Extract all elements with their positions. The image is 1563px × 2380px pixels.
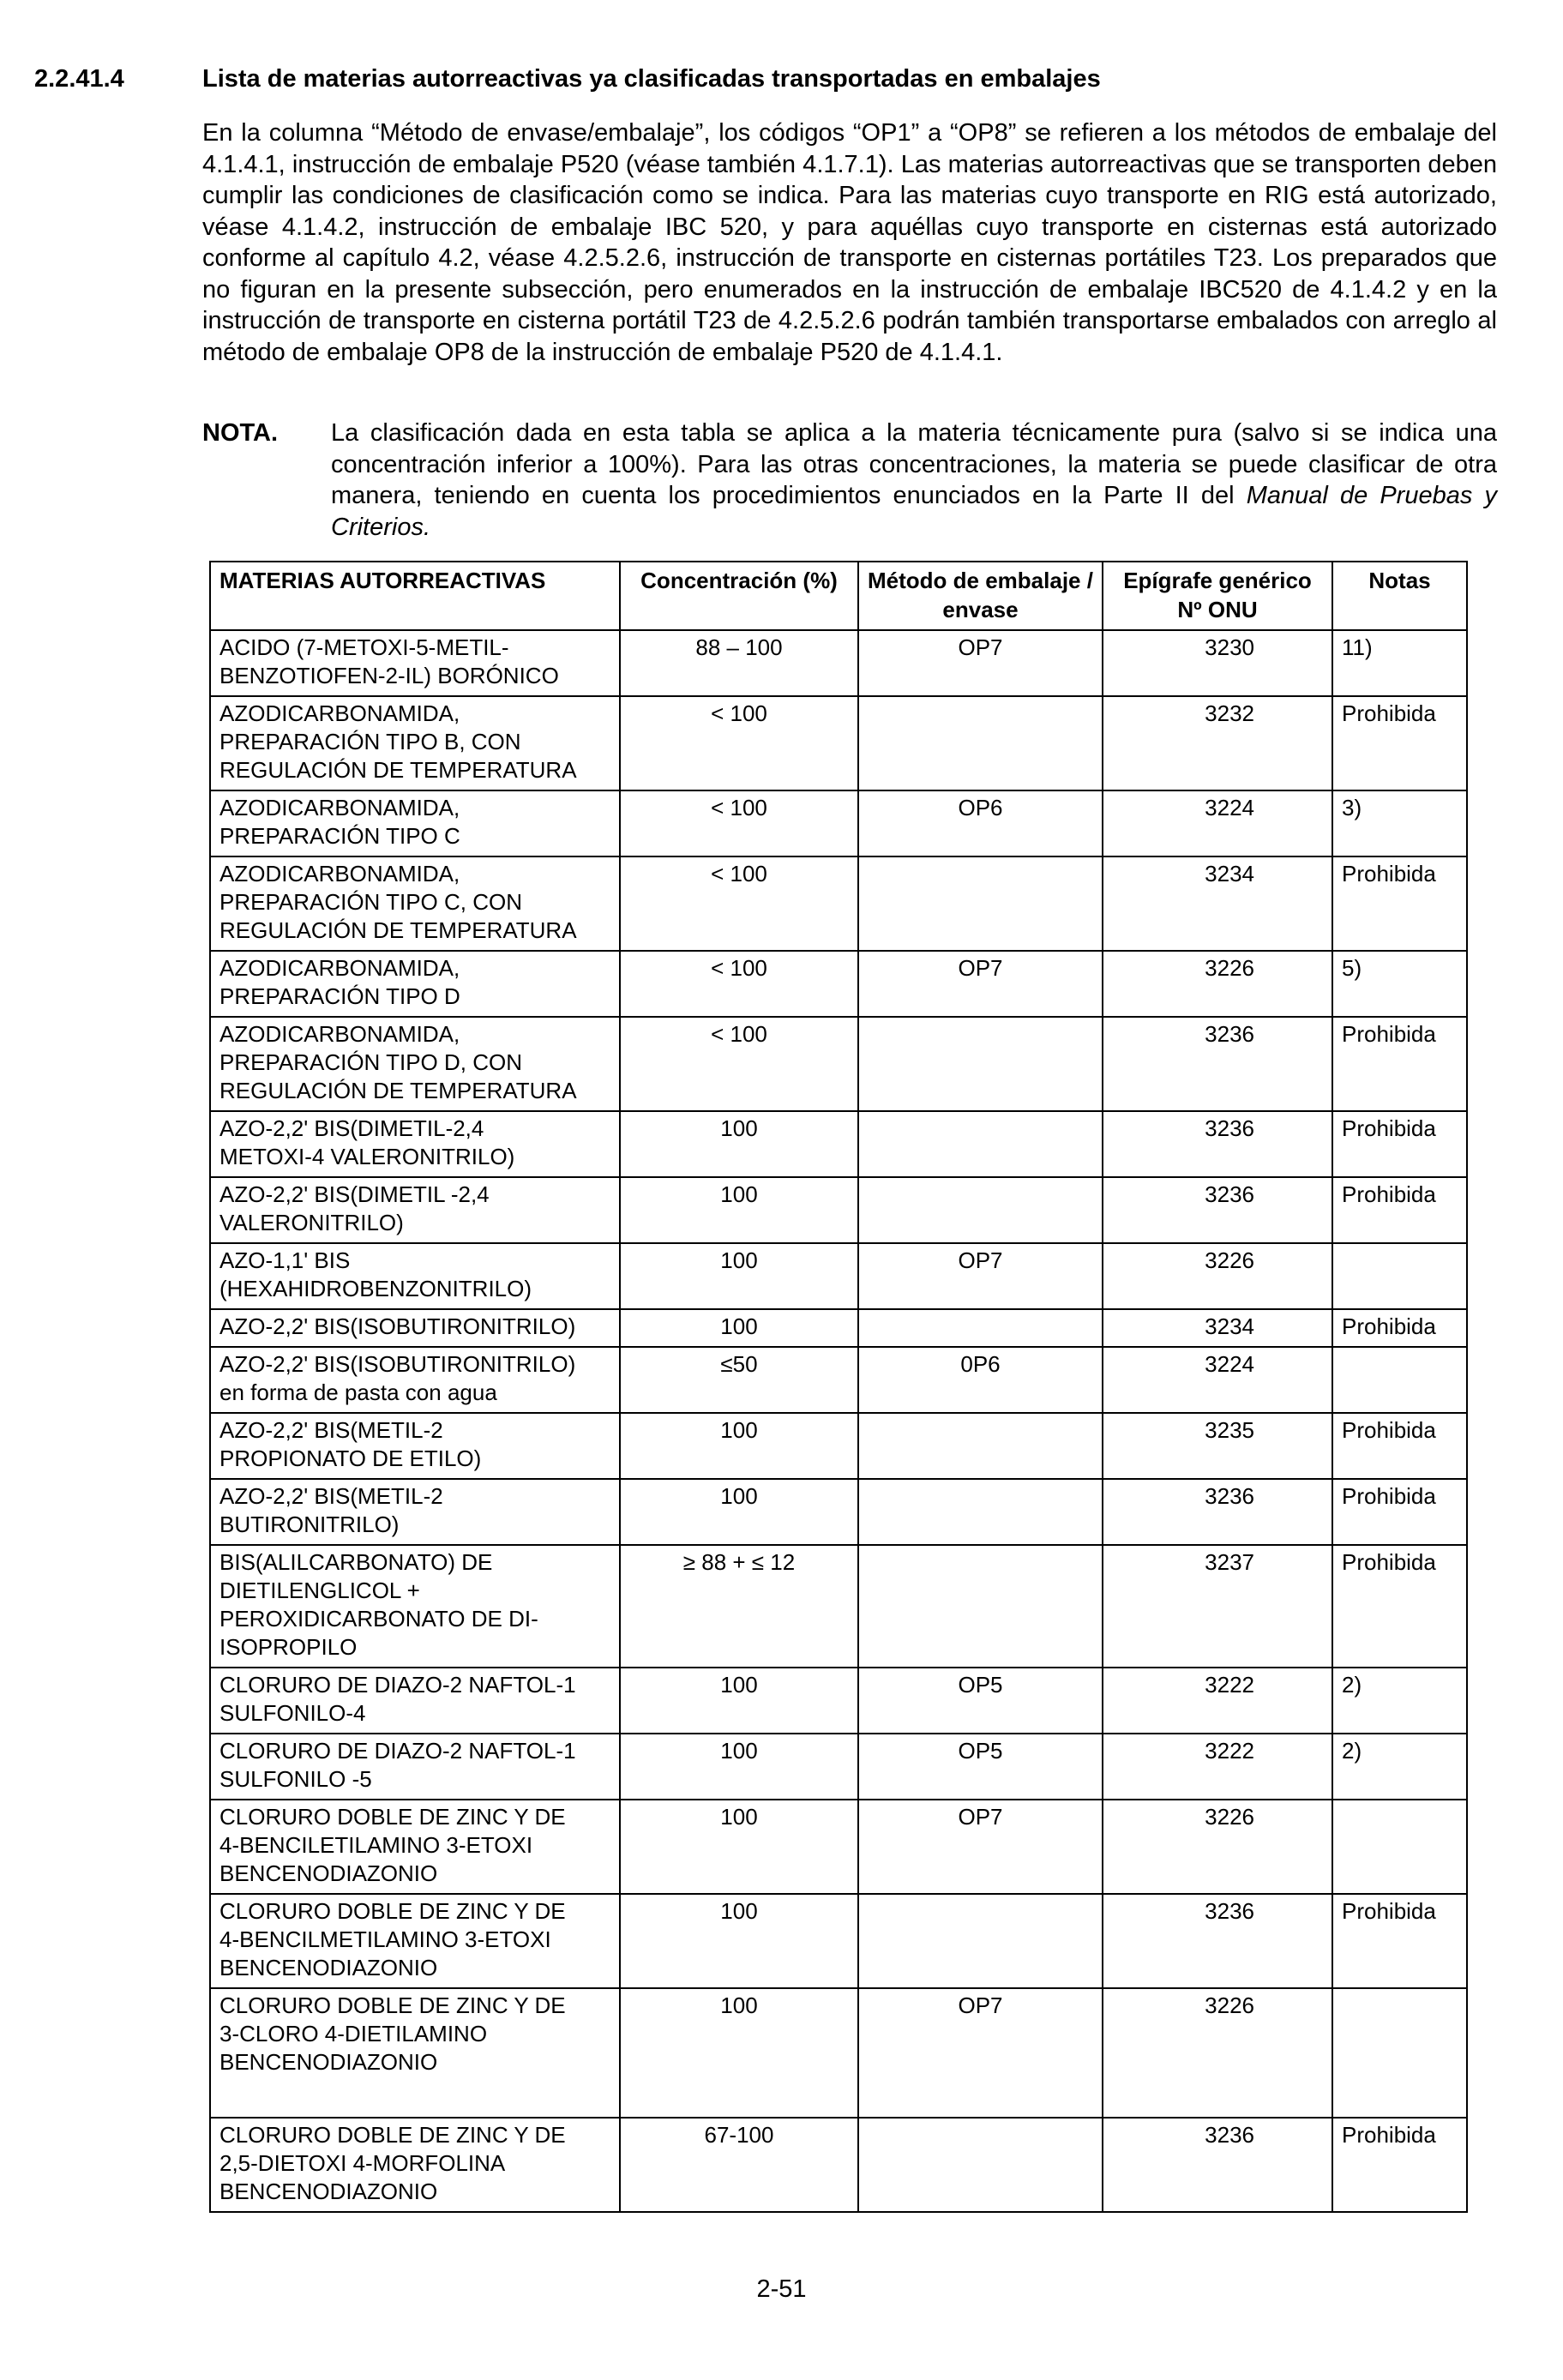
cell-materia: AZO-2,2' BIS(METIL-2 BUTIRONITRILO) <box>210 1479 620 1545</box>
cell-metodo <box>858 1017 1103 1111</box>
cell-concentracion: 100 <box>620 1413 858 1479</box>
cell-metodo <box>858 856 1103 951</box>
cell-notas: Prohibida <box>1332 1545 1467 1668</box>
cell-notas: Prohibida <box>1332 1309 1467 1347</box>
table-row <box>210 1111 1467 1177</box>
cell-concentracion: 100 <box>620 1734 858 1800</box>
table-row <box>210 1894 1467 1988</box>
cell-notas: Prohibida <box>1332 1894 1467 1988</box>
cell-notas: 3) <box>1332 790 1467 856</box>
nota-text-main: La clasificación dada en esta tabla se aplica a la materia técnicamente pura (salvo si se indica una concentración inferior a 100%). Para las otras concentraciones, la materia se puede clasificar de otra manera, teniendo en cuenta los procedimientos enunciados en la Parte II del <box>331 419 1497 509</box>
cell-notas: Prohibida <box>1332 1479 1467 1545</box>
nota-label: NOTA. <box>202 419 279 447</box>
cell-concentracion: < 100 <box>620 1017 858 1111</box>
cell-metodo: 0P6 <box>858 1347 1103 1413</box>
cell-onu: 3234 <box>1103 856 1332 951</box>
cell-materia: AZODICARBONAMIDA, PREPARACIÓN TIPO D <box>210 951 620 1017</box>
cell-onu: 3226 <box>1103 1988 1332 2118</box>
cell-notas <box>1332 1988 1467 2118</box>
cell-notas: Prohibida <box>1332 2118 1467 2212</box>
cell-notas: 2) <box>1332 1668 1467 1734</box>
header-materia: MATERIAS AUTORREACTIVAS <box>210 562 620 630</box>
cell-materia: AZO-2,2' BIS(DIMETIL-2,4 METOXI-4 VALERONITRILO) <box>210 1111 620 1177</box>
table-row <box>210 951 1467 1017</box>
cell-notas: Prohibida <box>1332 696 1467 790</box>
cell-onu: 3224 <box>1103 1347 1332 1413</box>
cell-onu: 3235 <box>1103 1413 1332 1479</box>
cell-metodo: OP7 <box>858 630 1103 696</box>
cell-notas <box>1332 1243 1467 1309</box>
header-metodo: Método de embalaje / envase <box>858 562 1103 630</box>
cell-onu: 3222 <box>1103 1734 1332 1800</box>
table-row <box>210 2118 1467 2212</box>
table-row <box>210 1177 1467 1243</box>
cell-metodo: OP6 <box>858 790 1103 856</box>
cell-notas: Prohibida <box>1332 1413 1467 1479</box>
cell-concentracion: 67-100 <box>620 2118 858 2212</box>
cell-onu: 3236 <box>1103 1479 1332 1545</box>
cell-concentracion: ≤50 <box>620 1347 858 1413</box>
cell-concentracion: 100 <box>620 1668 858 1734</box>
cell-concentracion: < 100 <box>620 951 858 1017</box>
cell-concentracion: 100 <box>620 1177 858 1243</box>
cell-onu: 3222 <box>1103 1668 1332 1734</box>
cell-onu: 3234 <box>1103 1309 1332 1347</box>
cell-concentracion: 100 <box>620 1243 858 1309</box>
cell-onu: 3237 <box>1103 1545 1332 1668</box>
cell-materia: CLORURO DOBLE DE ZINC Y DE 4-BENCILMETILAMINO 3-ETOXI BENCENODIAZONIO <box>210 1894 620 1988</box>
header-epigrafe: Epígrafe genérico Nº ONU <box>1103 562 1332 630</box>
table-row <box>210 1017 1467 1111</box>
cell-onu: 3236 <box>1103 1017 1332 1111</box>
cell-notas: 5) <box>1332 951 1467 1017</box>
cell-notas: Prohibida <box>1332 1017 1467 1111</box>
cell-metodo <box>858 1479 1103 1545</box>
cell-materia: CLORURO DE DIAZO-2 NAFTOL-1 SULFONILO -5 <box>210 1734 620 1800</box>
cell-notas: 2) <box>1332 1734 1467 1800</box>
table-row <box>210 1988 1467 2118</box>
cell-metodo: OP7 <box>858 1243 1103 1309</box>
cell-metodo: OP7 <box>858 951 1103 1017</box>
cell-materia: AZO-2,2' BIS(ISOBUTIRONITRILO) en forma de pasta con agua <box>210 1347 620 1413</box>
cell-materia: ACIDO (7-METOXI-5-METIL- BENZOTIOFEN-2-IL) BORÓNICO <box>210 630 620 696</box>
cell-concentracion: 100 <box>620 1894 858 1988</box>
cell-metodo <box>858 1545 1103 1668</box>
table-row <box>210 1479 1467 1545</box>
table-row <box>210 1545 1467 1668</box>
cell-concentracion: ≥ 88 + ≤ 12 <box>620 1545 858 1668</box>
cell-materia: AZO-2,2' BIS(ISOBUTIRONITRILO) <box>210 1309 620 1347</box>
cell-materia: AZO-2,2' BIS(METIL-2 PROPIONATO DE ETILO) <box>210 1413 620 1479</box>
header-concentracion: Concentración (%) <box>620 562 858 630</box>
cell-materia: CLORURO DOBLE DE ZINC Y DE 2,5-DIETOXI 4-MORFOLINA BENCENODIAZONIO <box>210 2118 620 2212</box>
cell-materia: BIS(ALILCARBONATO) DE DIETILENGLICOL + PEROXIDICARBONATO DE DI- ISOPROPILO <box>210 1545 620 1668</box>
cell-metodo <box>858 1894 1103 1988</box>
cell-metodo: OP5 <box>858 1668 1103 1734</box>
cell-metodo: OP7 <box>858 1988 1103 2118</box>
header-notas: Notas <box>1332 562 1467 630</box>
cell-metodo <box>858 1177 1103 1243</box>
cell-materia: AZODICARBONAMIDA, PREPARACIÓN TIPO B, CON REGULACIÓN DE TEMPERATURA <box>210 696 620 790</box>
cell-notas: Prohibida <box>1332 1111 1467 1177</box>
cell-notas <box>1332 1800 1467 1894</box>
cell-onu: 3224 <box>1103 790 1332 856</box>
table-row <box>210 1668 1467 1734</box>
cell-onu: 3226 <box>1103 1243 1332 1309</box>
cell-concentracion: < 100 <box>620 696 858 790</box>
table-row <box>210 696 1467 790</box>
cell-materia: AZODICARBONAMIDA, PREPARACIÓN TIPO D, CON REGULACIÓN DE TEMPERATURA <box>210 1017 620 1111</box>
nota-text <box>331 418 1497 543</box>
table-header-row <box>210 562 1467 630</box>
cell-metodo: OP5 <box>858 1734 1103 1800</box>
cell-notas <box>1332 1347 1467 1413</box>
table-row <box>210 1309 1467 1347</box>
cell-onu: 3236 <box>1103 1894 1332 1988</box>
cell-notas: Prohibida <box>1332 1177 1467 1243</box>
cell-materia: AZODICARBONAMIDA, PREPARACIÓN TIPO C <box>210 790 620 856</box>
page-number: 2-51 <box>756 2275 807 2303</box>
materias-table <box>209 561 1468 2213</box>
table-row <box>210 1243 1467 1309</box>
cell-metodo <box>858 1111 1103 1177</box>
intro-paragraph: En la columna “Método de envase/embalaje”, los códigos “OP1” a “OP8” se refieren a los métodos de embalaje del 4.1.4.1, instrucción de embalaje P520 (véase también 4.1.7.1). Las materias autorreactivas que se transporten deben cumplir las condiciones de clasificación como se indica. Para las materias cuyo transporte en RIG está autorizado, véase 4.1.4.2, instrucción de embalaje IBC 520, y para aquéllas cuyo transporte en cisternas está autorizado conforme al capítulo 4.2, véase 4.2.5.2.6, instrucción de transporte en cisternas portátiles T23. Los preparados que no figuran en la presente subsección, pero enumerados en la instrucción de embalaje IBC520 de 4.1.4.2 y en la instrucción de transporte en cisterna portátil T23 de 4.2.5.2.6 podrán también transportarse embalados con arreglo al método de embalaje OP8 de la instrucción de embalaje P520 de 4.1.4.1. <box>202 119 1497 366</box>
cell-concentracion: 100 <box>620 1479 858 1545</box>
table-row <box>210 856 1467 951</box>
section-title: Lista de materias autorreactivas ya clasificadas transportadas en embalajes <box>202 65 1101 93</box>
cell-metodo <box>858 2118 1103 2212</box>
cell-onu: 3236 <box>1103 1111 1332 1177</box>
table-row <box>210 790 1467 856</box>
cell-materia: CLORURO DOBLE DE ZINC Y DE 4-BENCILETILAMINO 3-ETOXI BENCENODIAZONIO <box>210 1800 620 1894</box>
cell-onu: 3230 <box>1103 630 1332 696</box>
table-row <box>210 1800 1467 1894</box>
cell-onu: 3236 <box>1103 1177 1332 1243</box>
cell-metodo <box>858 1413 1103 1479</box>
cell-concentracion: < 100 <box>620 856 858 951</box>
cell-onu: 3226 <box>1103 1800 1332 1894</box>
section-number: 2.2.41.4 <box>34 65 124 93</box>
cell-materia: AZO-2,2' BIS(DIMETIL -2,4 VALERONITRILO) <box>210 1177 620 1243</box>
cell-metodo <box>858 696 1103 790</box>
cell-notas: Prohibida <box>1332 856 1467 951</box>
cell-onu: 3232 <box>1103 696 1332 790</box>
cell-onu: 3226 <box>1103 951 1332 1017</box>
cell-concentracion: 88 – 100 <box>620 630 858 696</box>
cell-concentracion: 100 <box>620 1111 858 1177</box>
table-row <box>210 1347 1467 1413</box>
cell-materia: CLORURO DOBLE DE ZINC Y DE 3-CLORO 4-DIETILAMINO BENCENODIAZONIO <box>210 1988 620 2118</box>
table-row <box>210 1734 1467 1800</box>
nota-text-italic: Manual de Pruebas y Criterios. <box>331 482 1497 541</box>
cell-notas: 11) <box>1332 630 1467 696</box>
cell-concentracion: 100 <box>620 1800 858 1894</box>
cell-concentracion: < 100 <box>620 790 858 856</box>
cell-materia: AZO-1,1' BIS (HEXAHIDROBENZONITRILO) <box>210 1243 620 1309</box>
cell-metodo <box>858 1309 1103 1347</box>
table-row <box>210 630 1467 696</box>
cell-metodo: OP7 <box>858 1800 1103 1894</box>
table-row <box>210 1413 1467 1479</box>
cell-concentracion: 100 <box>620 1309 858 1347</box>
cell-onu: 3236 <box>1103 2118 1332 2212</box>
cell-materia: CLORURO DE DIAZO-2 NAFTOL-1 SULFONILO-4 <box>210 1668 620 1734</box>
cell-materia: AZODICARBONAMIDA, PREPARACIÓN TIPO C, CON REGULACIÓN DE TEMPERATURA <box>210 856 620 951</box>
cell-concentracion: 100 <box>620 1988 858 2118</box>
